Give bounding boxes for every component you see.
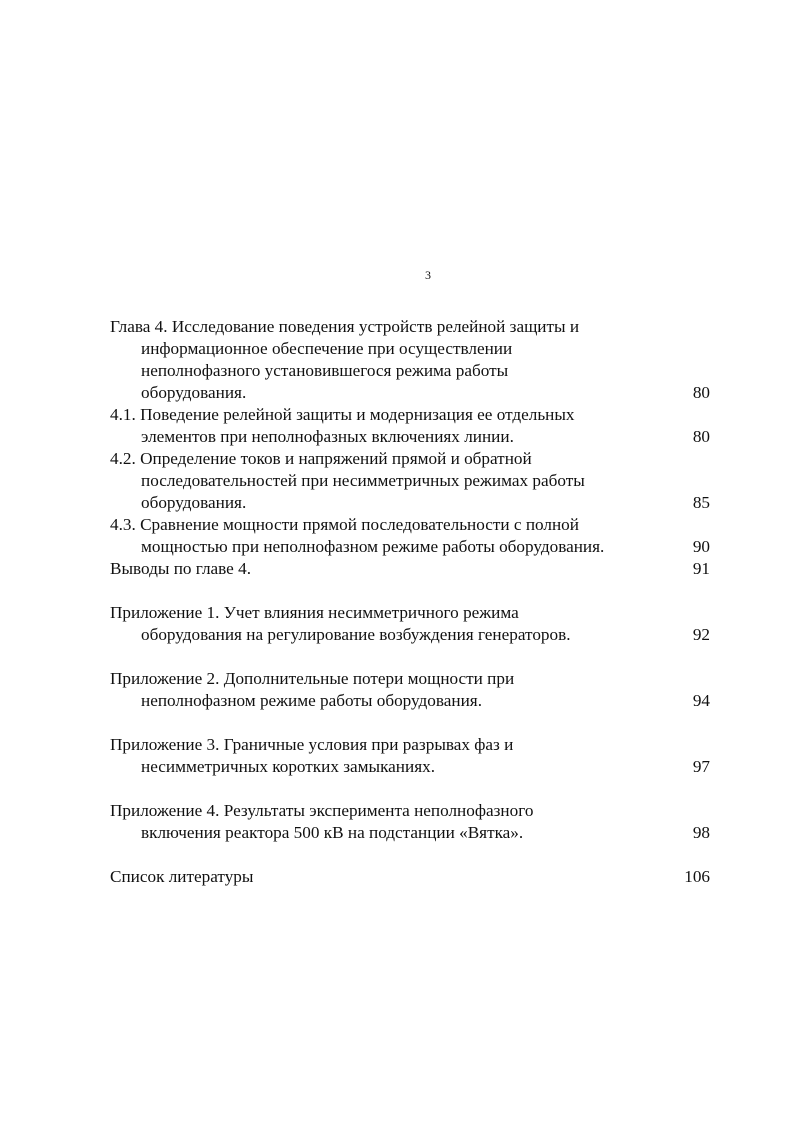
toc-entry-line: 4.2. Определение токов и напряжений прямой и обратной [110, 449, 532, 468]
toc-page-number: 97 [692, 757, 710, 776]
toc-entry-bibliography [110, 866, 715, 888]
toc-entry-line: неполнофазного установившегося режима работы [141, 361, 509, 380]
table-of-contents [110, 316, 715, 888]
toc-page-number: 98 [692, 823, 710, 842]
toc-page-number: 106 [684, 867, 710, 886]
toc-entry-line: 4.3. Сравнение мощности прямой последовательности с полной [110, 515, 579, 534]
toc-entry-line: оборудования. [141, 493, 247, 512]
toc-entry-line: оборудования. [141, 383, 247, 402]
toc-entry-chapter-4 [110, 316, 715, 404]
toc-entry-line: Приложение 2. Дополнительные потери мощности при [110, 669, 515, 688]
toc-entry-conclusions [110, 558, 715, 580]
toc-entry-appendix-3 [110, 734, 715, 778]
toc-entry-appendix-4 [110, 800, 715, 844]
toc-entry-line: неполнофазном режиме работы оборудования. [141, 691, 483, 710]
toc-entry-line: включения реактора 500 кВ на подстанции «Вятка». [141, 823, 524, 842]
toc-spacer [110, 580, 715, 602]
toc-page-number: 91 [692, 559, 710, 578]
toc-entry-section-4-2 [110, 448, 715, 514]
toc-entry-line: Приложение 4. Результаты эксперимента неполнофазного [110, 801, 534, 820]
toc-entry-line: Приложение 1. Учет влияния несимметричного режима [110, 603, 519, 622]
toc-entry-line: Глава 4. Исследование поведения устройств релейной защиты и [110, 317, 580, 336]
toc-entry-line: элементов при неполнофазных включениях линии. [141, 427, 514, 446]
toc-entry-line: оборудования на регулирование возбуждения генераторов. [141, 625, 571, 644]
toc-entry-section-4-1 [110, 404, 715, 448]
toc-page-number: 92 [692, 625, 710, 644]
toc-spacer [110, 646, 715, 668]
toc-entry-appendix-2 [110, 668, 715, 712]
toc-spacer [110, 778, 715, 800]
toc-entry-line: Выводы по главе 4. [110, 559, 251, 578]
toc-entry-line: 4.1. Поведение релейной защиты и модернизация ее отдельных [110, 405, 575, 424]
toc-entry-line: последовательностей при несимметричных режимах работы [141, 471, 585, 490]
toc-entry-line: Список литературы [110, 867, 254, 886]
toc-entry-line: мощностью при неполнофазном режиме работы оборудования. [141, 537, 605, 556]
toc-entry-appendix-1 [110, 602, 715, 646]
toc-page-number: 94 [692, 691, 710, 710]
toc-entry-line: Приложение 3. Граничные условия при разрывах фаз и [110, 735, 514, 754]
toc-spacer [110, 844, 715, 866]
toc-entry-section-4-3 [110, 514, 715, 558]
toc-page-number: 80 [692, 427, 710, 446]
page-number: 3 [425, 268, 431, 282]
toc-spacer [110, 712, 715, 734]
toc-entry-line: несимметричных коротких замыканиях. [141, 757, 435, 776]
toc-entry-line: информационное обеспечение при осуществлении [141, 339, 513, 358]
toc-page-number: 90 [692, 537, 710, 556]
toc-page-number: 85 [692, 493, 710, 512]
toc-page-number: 80 [692, 383, 710, 402]
